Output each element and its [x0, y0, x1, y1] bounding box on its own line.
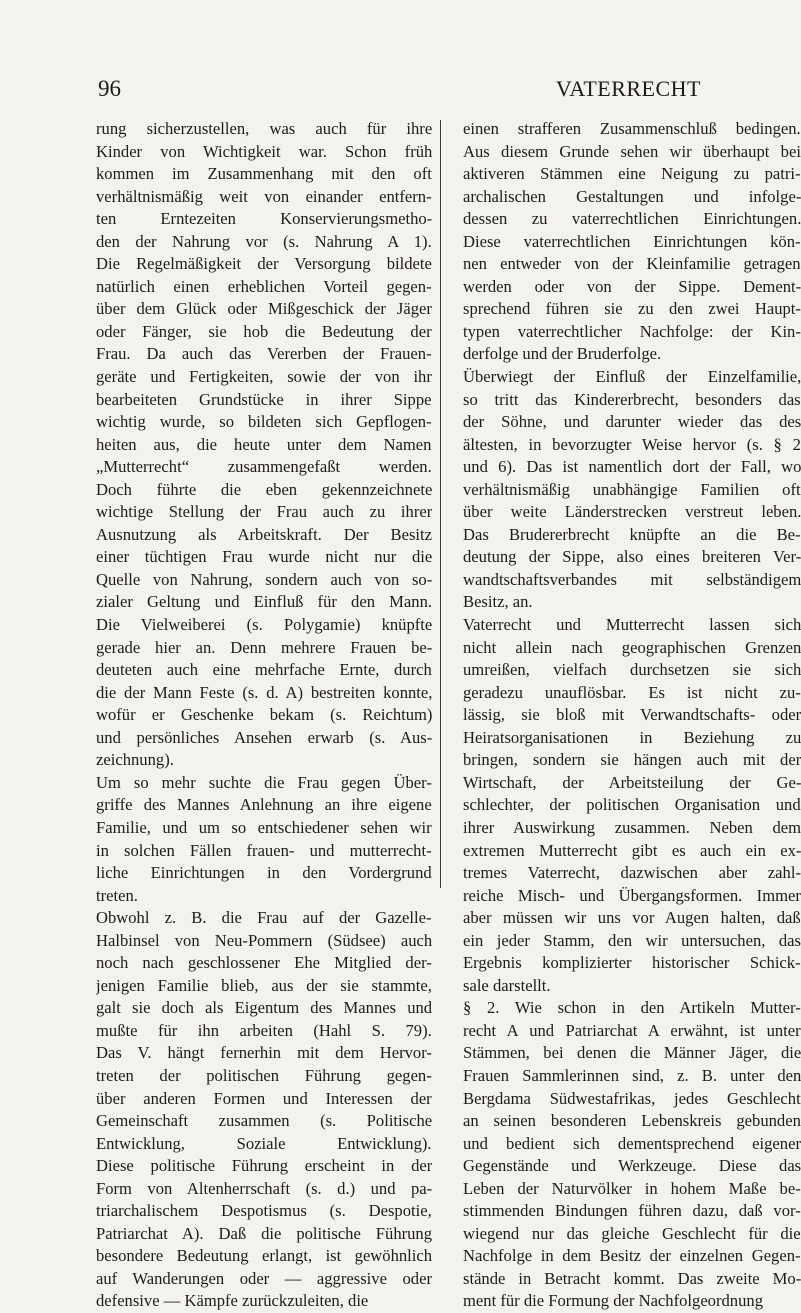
right-column-line: Vaterrecht und Mutterrecht lassen sich [463, 615, 801, 635]
right-column-line: Ergebnis komplizierter historischer Schick- [463, 953, 801, 973]
left-column-line: über dem Glück oder Mißgeschick der Jäger [96, 299, 432, 319]
right-column-line: tremes Vaterrecht, dazwischen aber zahl- [463, 863, 801, 883]
left-column-line: defensive — Kämpfe zurückzuleiten, die [96, 1291, 369, 1311]
left-column [96, 118, 432, 1313]
left-column-line: Die Vielweiberei (s. Polygamie) knüpfte [96, 615, 432, 635]
left-column-line: wichtig wurde, so bildeten sich Gepflogen- [96, 412, 432, 432]
left-column-line: gerade hier an. Denn mehrere Frauen be- [96, 637, 432, 657]
right-column-line: archalischen Gestaltungen und infolge- [463, 186, 801, 206]
left-column-line: Obwohl z. B. die Frau auf der Gazelle- [96, 908, 432, 928]
right-column-line: sprechend führen sie zu den zwei Haupt- [463, 299, 801, 319]
left-column-line: Das V. hängt fernerhin mit dem Hervor- [96, 1043, 432, 1063]
right-column-line: recht A und Patriarchat A erwähnt, ist unter [463, 1020, 801, 1040]
right-column-line: Stämmen, bei denen die Männer Jäger, die [463, 1043, 801, 1063]
left-column-line: verhältnismäßig weit von einander entfern- [96, 186, 432, 206]
right-column-line: bringen, sondern sie hängen auch mit der [463, 750, 801, 770]
right-column-line: Leben der Naturvölker in hohem Maße be- [463, 1178, 801, 1198]
left-column-line: galt sie doch als Eigentum des Mannes und [96, 998, 432, 1018]
right-column-line: aktiveren Stämmen eine Neigung zu patri- [463, 164, 801, 184]
right-column-line: aber müssen wir uns vor Augen halten, daß [463, 908, 801, 928]
right-column-line: stimmenden Bindungen führen dazu, daß vor- [463, 1201, 801, 1221]
right-column-line: reiche Misch- und Übergangsformen. Immer [463, 885, 801, 905]
left-column-line: Form von Altenherrschaft (s. d.) und pa- [96, 1178, 432, 1198]
left-column-line: Kinder von Wichtigkeit war. Schon früh [96, 141, 432, 161]
left-column-line: oder Fänger, sie hob die Bedeutung der [96, 321, 432, 341]
right-column-line: der Söhne, und darunter wieder das des [463, 412, 801, 432]
left-column-line: geräte und Fertigkeiten, sowie der von ihr [96, 367, 432, 387]
right-column-line: stände in Betracht kommt. Das zweite Mo- [463, 1268, 801, 1288]
left-column-line: triarchalischem Despotismus (s. Despotie, [96, 1201, 432, 1221]
left-column-line: auf Wanderungen oder — aggressive oder [96, 1268, 432, 1288]
left-column-line: bearbeiteten Grundstücke in ihrer Sippe [96, 389, 432, 409]
left-column-line: heiten aus, die heute unter dem Namen [96, 434, 432, 454]
page-header [98, 76, 701, 110]
right-column-line: deutung der Sippe, also eines breiteren Ver- [463, 547, 801, 567]
left-column-line: den der Nahrung vor (s. Nahrung A 1). [96, 231, 432, 251]
right-column-line: nen entweder von der Kleinfamilie getragen [463, 254, 801, 274]
left-column-line: deuteten auch eine mehrfache Ernte, durch [96, 660, 432, 680]
left-column-line: jenigen Familie blieb, aus der sie stammte, [96, 975, 432, 995]
right-column-line: ältesten, in bevorzugter Weise hervor (s. § 2 [463, 434, 801, 454]
left-column-line: liche Einrichtungen in den Vordergrund [96, 863, 432, 883]
right-column-line: und 6). Das ist namentlich dort der Fall, wo [463, 457, 801, 477]
left-column-line: Um so mehr suchte die Frau gegen Über- [96, 772, 432, 792]
left-column-line: ten Erntezeiten Konservierungsmetho- [96, 209, 432, 229]
right-column-line: ihrer Auswirkung zusammen. Neben dem [463, 817, 801, 837]
left-column-line: griffe des Mannes Anlehnung an ihre eigene [96, 795, 432, 815]
right-column-line: lässig, sie bloß mit Verwandtschafts- oder [463, 705, 801, 725]
right-column-line: einen strafferen Zusammenschluß bedingen. [463, 119, 801, 138]
right-column-line: dessen zu vaterrechtlichen Einrichtungen. [463, 209, 801, 229]
left-column-line: Quelle von Nahrung, sondern auch von so- [96, 569, 432, 589]
right-column-line: nicht allein nach geographischen Grenzen [463, 637, 801, 657]
right-column-line: Aus diesem Grunde sehen wir überhaupt bei [463, 141, 801, 161]
right-column-line: und bedient sich dementsprechend eigener [463, 1133, 801, 1153]
right-column-line: § 2. Wie schon in den Artikeln Mutter- [463, 998, 801, 1018]
right-column-line: Bergdama Südwestafrikas, jedes Geschlecht [463, 1088, 801, 1108]
right-column-line: geradezu unauflösbar. Es ist nicht zu- [463, 682, 801, 702]
right-column-line: schlechter, der politischen Organisation und [463, 795, 801, 815]
left-column-line: zeichnung). [96, 750, 174, 770]
left-column-line: und persönliches Ansehen erwarb (s. Aus- [96, 727, 432, 747]
right-column-line: Frauen Sammlerinnen sind, z. B. unter den [463, 1065, 801, 1085]
right-column [463, 118, 801, 1313]
left-column-line: wofür er Geschenke bekam (s. Reichtum) [96, 705, 432, 725]
left-column-line: treten. [96, 885, 138, 905]
right-column-line: Heiratsorganisationen in Beziehung zu [463, 727, 801, 747]
right-column-line: Das Brudererbrecht knüpfte an die Be- [463, 524, 801, 544]
left-column-line: Doch führte die eben gekennzeichnete [96, 479, 432, 499]
left-column-line: Gemeinschaft zusammen (s. Politische [96, 1111, 432, 1131]
right-column-line: an seinen besonderen Lebenskreis gebunden [463, 1111, 801, 1131]
right-column-line: Wirtschaft, der Arbeitsteilung der Ge- [463, 772, 801, 792]
right-column-line: Besitz, an. [463, 592, 533, 612]
right-column-line: Gegenstände und Werkzeuge. Diese das [463, 1156, 801, 1176]
right-column-line: Nachfolge in dem Besitz der einzelnen Gegen- [463, 1246, 801, 1266]
page-number: 96 [98, 76, 121, 101]
right-column-line: derfolge und der Bruderfolge. [463, 344, 662, 364]
right-column-line: Überwiegt der Einfluß der Einzelfamilie, [463, 367, 801, 387]
right-column-line: umreißen, vielfach durchsetzen sie sich [463, 660, 801, 680]
right-column-line: ment für die Formung der Nachfolgeordnung [463, 1291, 763, 1311]
left-column-line: natürlich einen erheblichen Vorteil gegen- [96, 276, 432, 296]
right-column-line: Diese vaterrechtlichen Einrichtungen kön- [463, 231, 801, 251]
right-column-line: werden oder von der Sippe. Dement- [463, 276, 801, 296]
right-column-line: typen vaterrechtlicher Nachfolge: der Kin- [463, 321, 801, 341]
right-column-line: extremen Mutterrecht gibt es auch ein ex- [463, 840, 801, 860]
left-column-line: „Mutterrecht“ zusammengefaßt werden. [96, 457, 432, 477]
left-column-line: mußte für ihn arbeiten (Hahl S. 79). [96, 1020, 432, 1040]
right-column-line: wiegend nur das gleiche Geschlecht für die [463, 1223, 801, 1243]
left-column-line: Die Regelmäßigkeit der Versorgung bildete [96, 254, 432, 274]
right-column-line: über weite Länderstrecken verstreut leben. [463, 502, 801, 522]
left-column-line: Diese politische Führung erscheint in der [96, 1156, 432, 1176]
right-column-line: ein jeder Stamm, den wir untersuchen, das [463, 930, 801, 950]
right-column-line: sale darstellt. [463, 975, 551, 995]
running-title: VATERRECHT [555, 76, 701, 101]
left-column-line: einer tüchtigen Frau wurde nicht nur die [96, 547, 432, 567]
left-column-line: Frau. Da auch das Vererben der Frauen- [96, 344, 432, 364]
right-column-line: so tritt das Kindererbrecht, besonders das [463, 389, 801, 409]
left-column-line: die der Mann Feste (s. d. A) bestreiten konnte, [96, 682, 432, 702]
left-column-line: über anderen Formen und Interessen der [96, 1088, 432, 1108]
left-column-line: Patriarchat A). Daß die politische Führung [96, 1223, 432, 1243]
left-column-line: Entwicklung, Soziale Entwicklung). [96, 1133, 432, 1153]
left-column-line: Ausnutzung als Arbeitskraft. Der Besitz [96, 524, 432, 544]
left-column-line: kommen im Zusammenhang mit den oft [96, 164, 432, 184]
left-column-line: besondere Bedeutung erlangt, ist gewöhnlich [96, 1246, 432, 1266]
right-column-line: wandtschaftsverbandes mit selbständigem [463, 569, 801, 589]
column-rule [440, 120, 441, 888]
left-column-line: Halbinsel von Neu-Pommern (Südsee) auch [96, 930, 432, 950]
left-column-line: zialer Geltung und Einfluß für den Mann. [96, 592, 432, 612]
left-column-line: rung sicherzustellen, was auch für ihre [96, 119, 432, 138]
left-column-line: Familie, und um so entschiedener sehen wir [96, 817, 432, 837]
left-column-line: wichtige Stellung der Frau auch zu ihrer [96, 502, 432, 522]
left-column-line: noch nach geschlossener Ehe Mitglied der- [96, 953, 432, 973]
right-column-line: verhältnismäßig unabhängige Familien oft [463, 479, 801, 499]
left-column-line: treten der politischen Führung gegen- [96, 1065, 432, 1085]
left-column-line: in solchen Fällen frauen- und mutterrecht- [96, 840, 432, 860]
